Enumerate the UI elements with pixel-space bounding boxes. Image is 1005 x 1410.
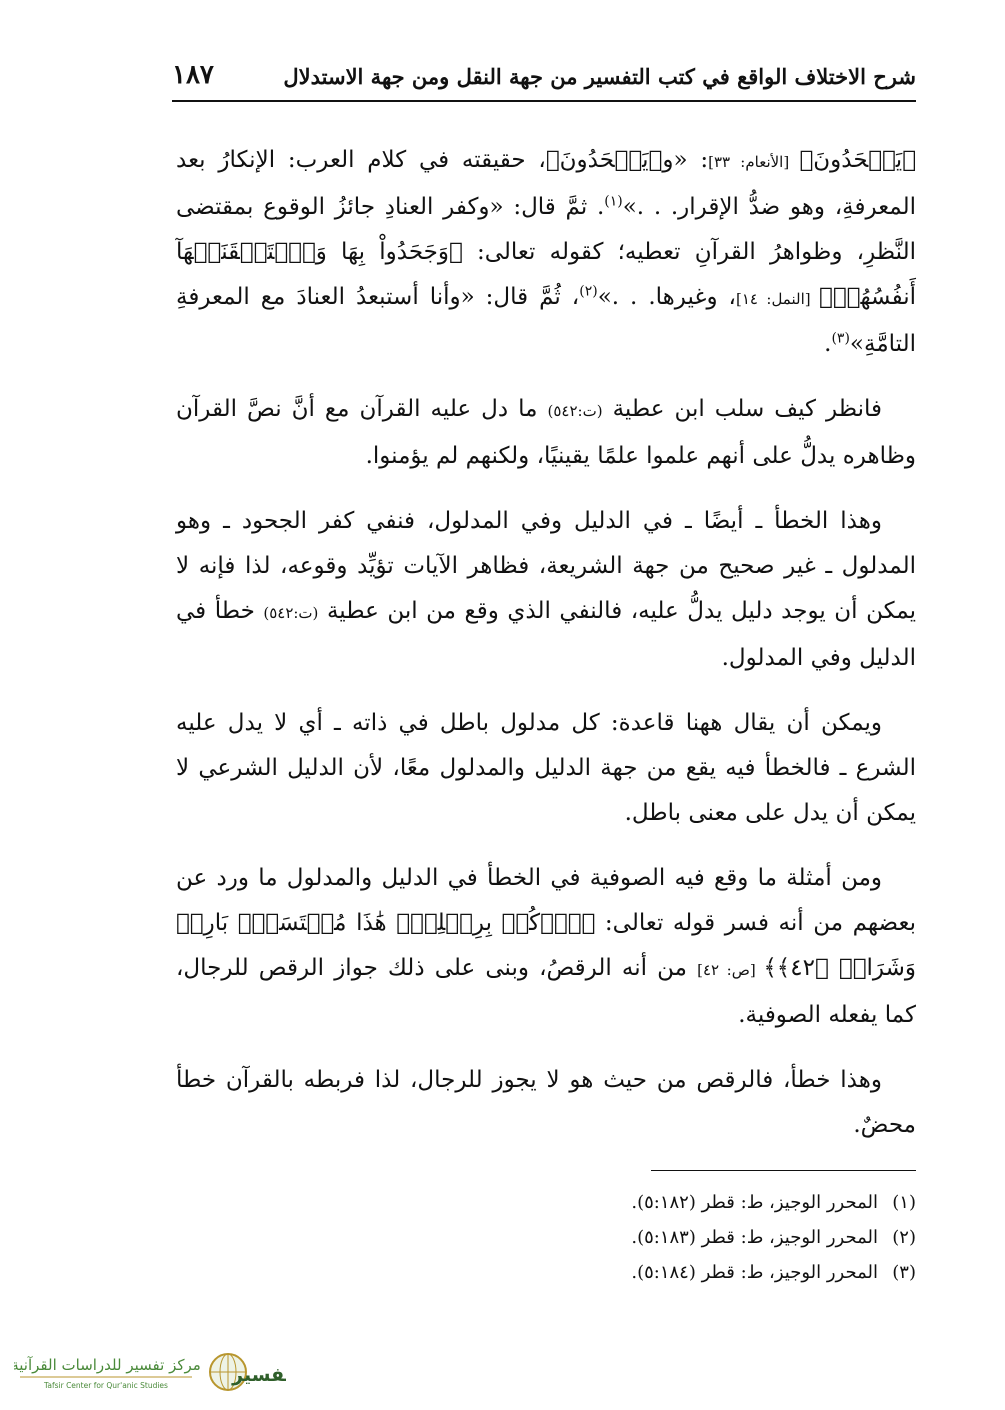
paragraph: [176, 701, 916, 836]
paragraph-text: ، ثُمَّ قال: «وأنا أستبعدُ العنادَ مع المعرفةِ التامَّةِ»: [176, 284, 916, 357]
citation-reference: (ت:٥٤٢): [263, 604, 319, 622]
paragraph-text: وهذا الخطأ ـ أيضًا ـ في الدليل وفي المدلول، فنفي كفر الجحود ـ وهو المدلول ـ غير صحيح من جهة الشريعة، فظاهر الآيات تؤيِّد وقوعه، لذا فإنه لا يمكن أن يوجد دليل يدلُّ عليه، فالنفي الذي وقع من ابن عطية: [176, 508, 916, 624]
tafsir-center-logo-icon: [14, 1348, 286, 1396]
paragraph-text: خطأ في الدليل وفي المدلول.: [176, 598, 916, 671]
footnote-number: (١): [892, 1192, 916, 1213]
paragraph: [176, 499, 916, 681]
paragraph-text: من أنه الرقصُ، وبنى على ذلك جواز الرقص للرجال، كما يفعله الصوفية.: [176, 955, 916, 1028]
paragraph-text: ، حقيقته في كلام العرب: الإنكارُ بعد المعرفةِ، وهو ضدُّ الإقرار. . .»: [176, 147, 916, 220]
footnote-number: (٣): [892, 1262, 916, 1283]
footnote-text: المحرر الوجيز، ط: قطر (٥:١٨٣).: [631, 1227, 878, 1248]
footnote-item: [400, 1220, 916, 1255]
footnotes: [400, 1185, 916, 1290]
quran-verse: ﴿يَجۡحَدُونَ﴾: [799, 147, 916, 173]
running-title: شرح الاختلاف الواقع في كتب التفسير من جهة النقل ومن جهة الاستدلال: [283, 64, 916, 89]
citation-reference: (ت:٥٤٢): [547, 402, 603, 420]
logo-english-name: Tafsir Center for Qur'anic Studies: [44, 1381, 168, 1390]
citation-reference: [الأنعام: ٣٣]: [708, 153, 800, 171]
publisher-logo: [14, 1348, 286, 1396]
paragraph: [176, 856, 916, 1038]
paragraph-text: فانظر كيف سلب ابن عطية: [602, 396, 882, 422]
paragraph: [176, 1058, 916, 1148]
quran-verse: ﴿وَجَحَدُواْ بِهَا وَٱسۡتَيۡقَنَتۡهَآ أَنفُسُهُمۡ﴾: [176, 239, 916, 310]
quran-verse: ﴿يَجۡحَدُونَ﴾: [545, 147, 663, 173]
paragraph-text: . ثمَّ قال: «وكفر العنادِ جائزُ الوقوع بمقتضى النَّظرِ، وظواهرُ القرآنِ تعطيه؛ كقوله تعالى:: [176, 194, 916, 265]
paragraph-text: ما دل عليه القرآن مع أنَّ نصَّ القرآن وظاهره يدلُّ على أنهم علموا علمًا يقينيًا، ولكنهم لم يؤمنوا.: [176, 396, 916, 469]
paragraph-text: .: [824, 331, 832, 357]
logo-wordmark: [14, 1356, 201, 1390]
footnote-item: [400, 1185, 916, 1220]
paragraph-text: ومن أمثلة ما وقع فيه الصوفية في الخطأ في الدليل والمدلول ما ورد عن بعضهم من أنه فسر قوله تعالى:: [176, 865, 916, 936]
paragraph-text: ويمكن أن يقال ههنا قاعدة: كل مدلول باطل في ذاته ـ أي لا يدل عليه الشرع ـ فالخطأ فيه يقع من جهة الدليل والمدلول معًا، لأن الدليل الشرعي لا يمكن أن يدل على معنى باطل.: [176, 710, 916, 826]
footnote-text: المحرر الوجيز، ط: قطر (٥:١٨٤).: [631, 1262, 878, 1283]
quran-verse: ﴿ٱرۡكُضۡ بِرِجۡلِكَۖ هَٰذَا مُغۡتَسَلُۢ بَارِدٞ وَشَرَابٞ ﴿٤٢﴾﴾: [176, 910, 916, 981]
citation-reference: [ص: ٤٢]: [697, 961, 764, 979]
paragraph: [176, 138, 916, 367]
logo-arabic-name: مركز تفسير للدراسات القرآنية: [14, 1356, 201, 1374]
footnote-marker: (٢): [579, 283, 598, 300]
footnote-marker: (١): [604, 193, 623, 210]
footnote-separator: [651, 1170, 916, 1171]
logo-emblem-text: تفسير: [232, 1364, 286, 1386]
paragraph-text: : «و: [662, 147, 709, 173]
page-number: ١٨٧: [172, 60, 214, 90]
citation-reference: [النمل: ١٤]: [735, 290, 820, 308]
footnote-number: (٢): [892, 1227, 916, 1248]
paragraph: [176, 387, 916, 479]
main-text: [176, 138, 916, 1168]
footnote-item: [400, 1255, 916, 1290]
running-header: [172, 60, 916, 102]
paragraph-text: ، وغيرها. . .»: [597, 284, 736, 310]
paragraph-text: وهذا خطأ، فالرقص من حيث هو لا يجوز للرجال، لذا فربطه بالقرآن خطأ محضٌ.: [176, 1067, 916, 1138]
footnote-text: المحرر الوجيز، ط: قطر (٥:١٨٢).: [631, 1192, 878, 1213]
footnote-marker: (٣): [831, 330, 850, 347]
